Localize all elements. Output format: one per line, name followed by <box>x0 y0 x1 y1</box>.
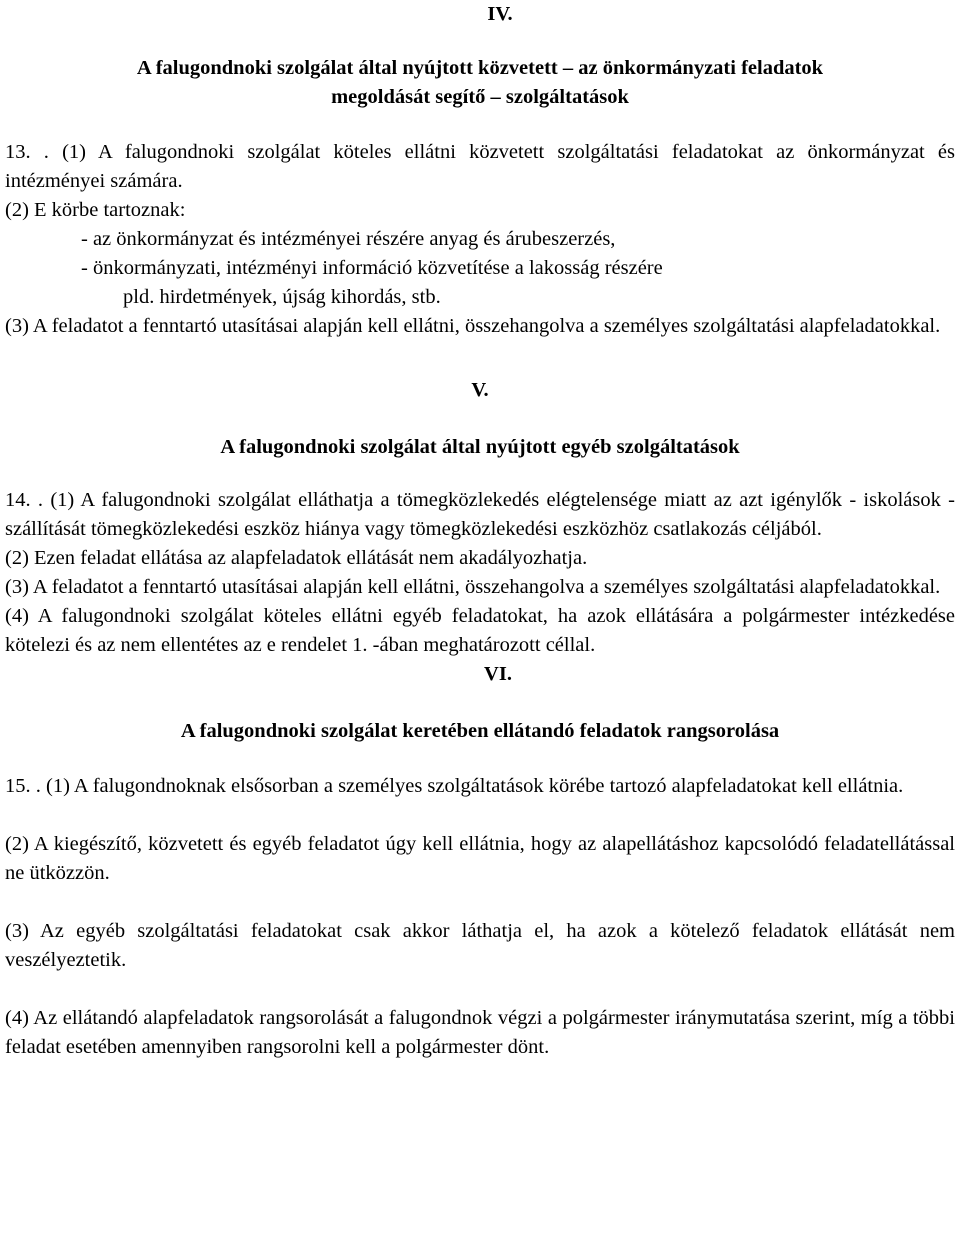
paragraph-13-2: (2) E körbe tartoznak: <box>5 199 186 221</box>
paragraph-15-3: (3) Az egyéb szolgáltatási feladatokat csak akkor láthatja el, ha azok a kötelező feladatok ellátását nem veszélyeztetik. <box>5 920 955 971</box>
section-iv-title-line2: megoldását segítő – szolgáltatások <box>331 86 629 108</box>
document-page <box>5 0 955 1062</box>
section-vi-number: VI. <box>484 663 512 685</box>
section-v-title: A falugondnoki szolgálat által nyújtott egyéb szolgáltatások <box>220 436 740 458</box>
paragraph-13-3: (3) A feladatot a fenntartó utasításai alapján kell ellátni, összehangolva a személyes szolgáltatási alapfeladatokkal. <box>5 315 941 337</box>
paragraph-13-2-item-1: - az önkormányzat és intézményei részére anyag és árubeszerzés, <box>81 228 616 250</box>
paragraph-14-4: (4) A falugondnoki szolgálat köteles ellátni egyéb feladatokat, ha azok ellátására a polgármester intézkedése kötelezi és az nem ellentétes az e rendelet 1. -ában meghatározott céllal. <box>5 605 955 656</box>
paragraph-13-1: 13. . (1) A falugondnoki szolgálat köteles ellátni közvetett szolgáltatási feladatokat az önkormányzat és intézményei számára. <box>5 141 955 192</box>
section-vi-title: A falugondnoki szolgálat keretében ellátandó feladatok rangsorolása <box>180 720 780 742</box>
paragraph-14-3: (3) A feladatot a fenntartó utasításai alapján kell ellátni, összehangolva a személyes szolgáltatási alapfeladatokkal. <box>5 576 941 598</box>
section-iv-number: IV. <box>487 3 513 25</box>
paragraph-15-1: 15. . (1) A falugondnoknak elsősorban a személyes szolgáltatások körébe tartozó alapfeladatokat kell ellátnia. <box>5 775 904 797</box>
paragraph-15-4: (4) Az ellátandó alapfeladatok rangsorolását a falugondnok végzi a polgármester iránymutatása szerint, míg a többi feladat esetében amennyiben rangsorolni kell a polgármester dönt. <box>5 1007 955 1058</box>
paragraph-13-2-item-2: - önkormányzati, intézményi információ közvetítése a lakosság részére <box>81 257 663 279</box>
paragraph-14-2: (2) Ezen feladat ellátása az alapfeladatok ellátását nem akadályozhatja. <box>5 547 588 569</box>
paragraph-14-1: 14. . (1) A falugondnoki szolgálat elláthatja a tömegközlekedés elégtelensége miatt az azt igénylők - iskolások - szállítását tömegközlekedési eszköz hiánya vagy tömegközlekedési eszközhöz csatlakozás céljából. <box>5 489 955 540</box>
paragraph-15-2: (2) A kiegészítő, közvetett és egyéb feladatot úgy kell ellátnia, hogy az alapellátáshoz kapcsolódó feladatellátással ne ütközzön. <box>5 833 955 884</box>
section-v-number: V. <box>471 379 489 401</box>
section-iv-title-line1: A falugondnoki szolgálat által nyújtott közvetett – az önkormányzati feladatok <box>136 57 824 79</box>
paragraph-13-2-item-2-continued: pld. hirdetmények, újság kihordás, stb. <box>123 286 441 308</box>
